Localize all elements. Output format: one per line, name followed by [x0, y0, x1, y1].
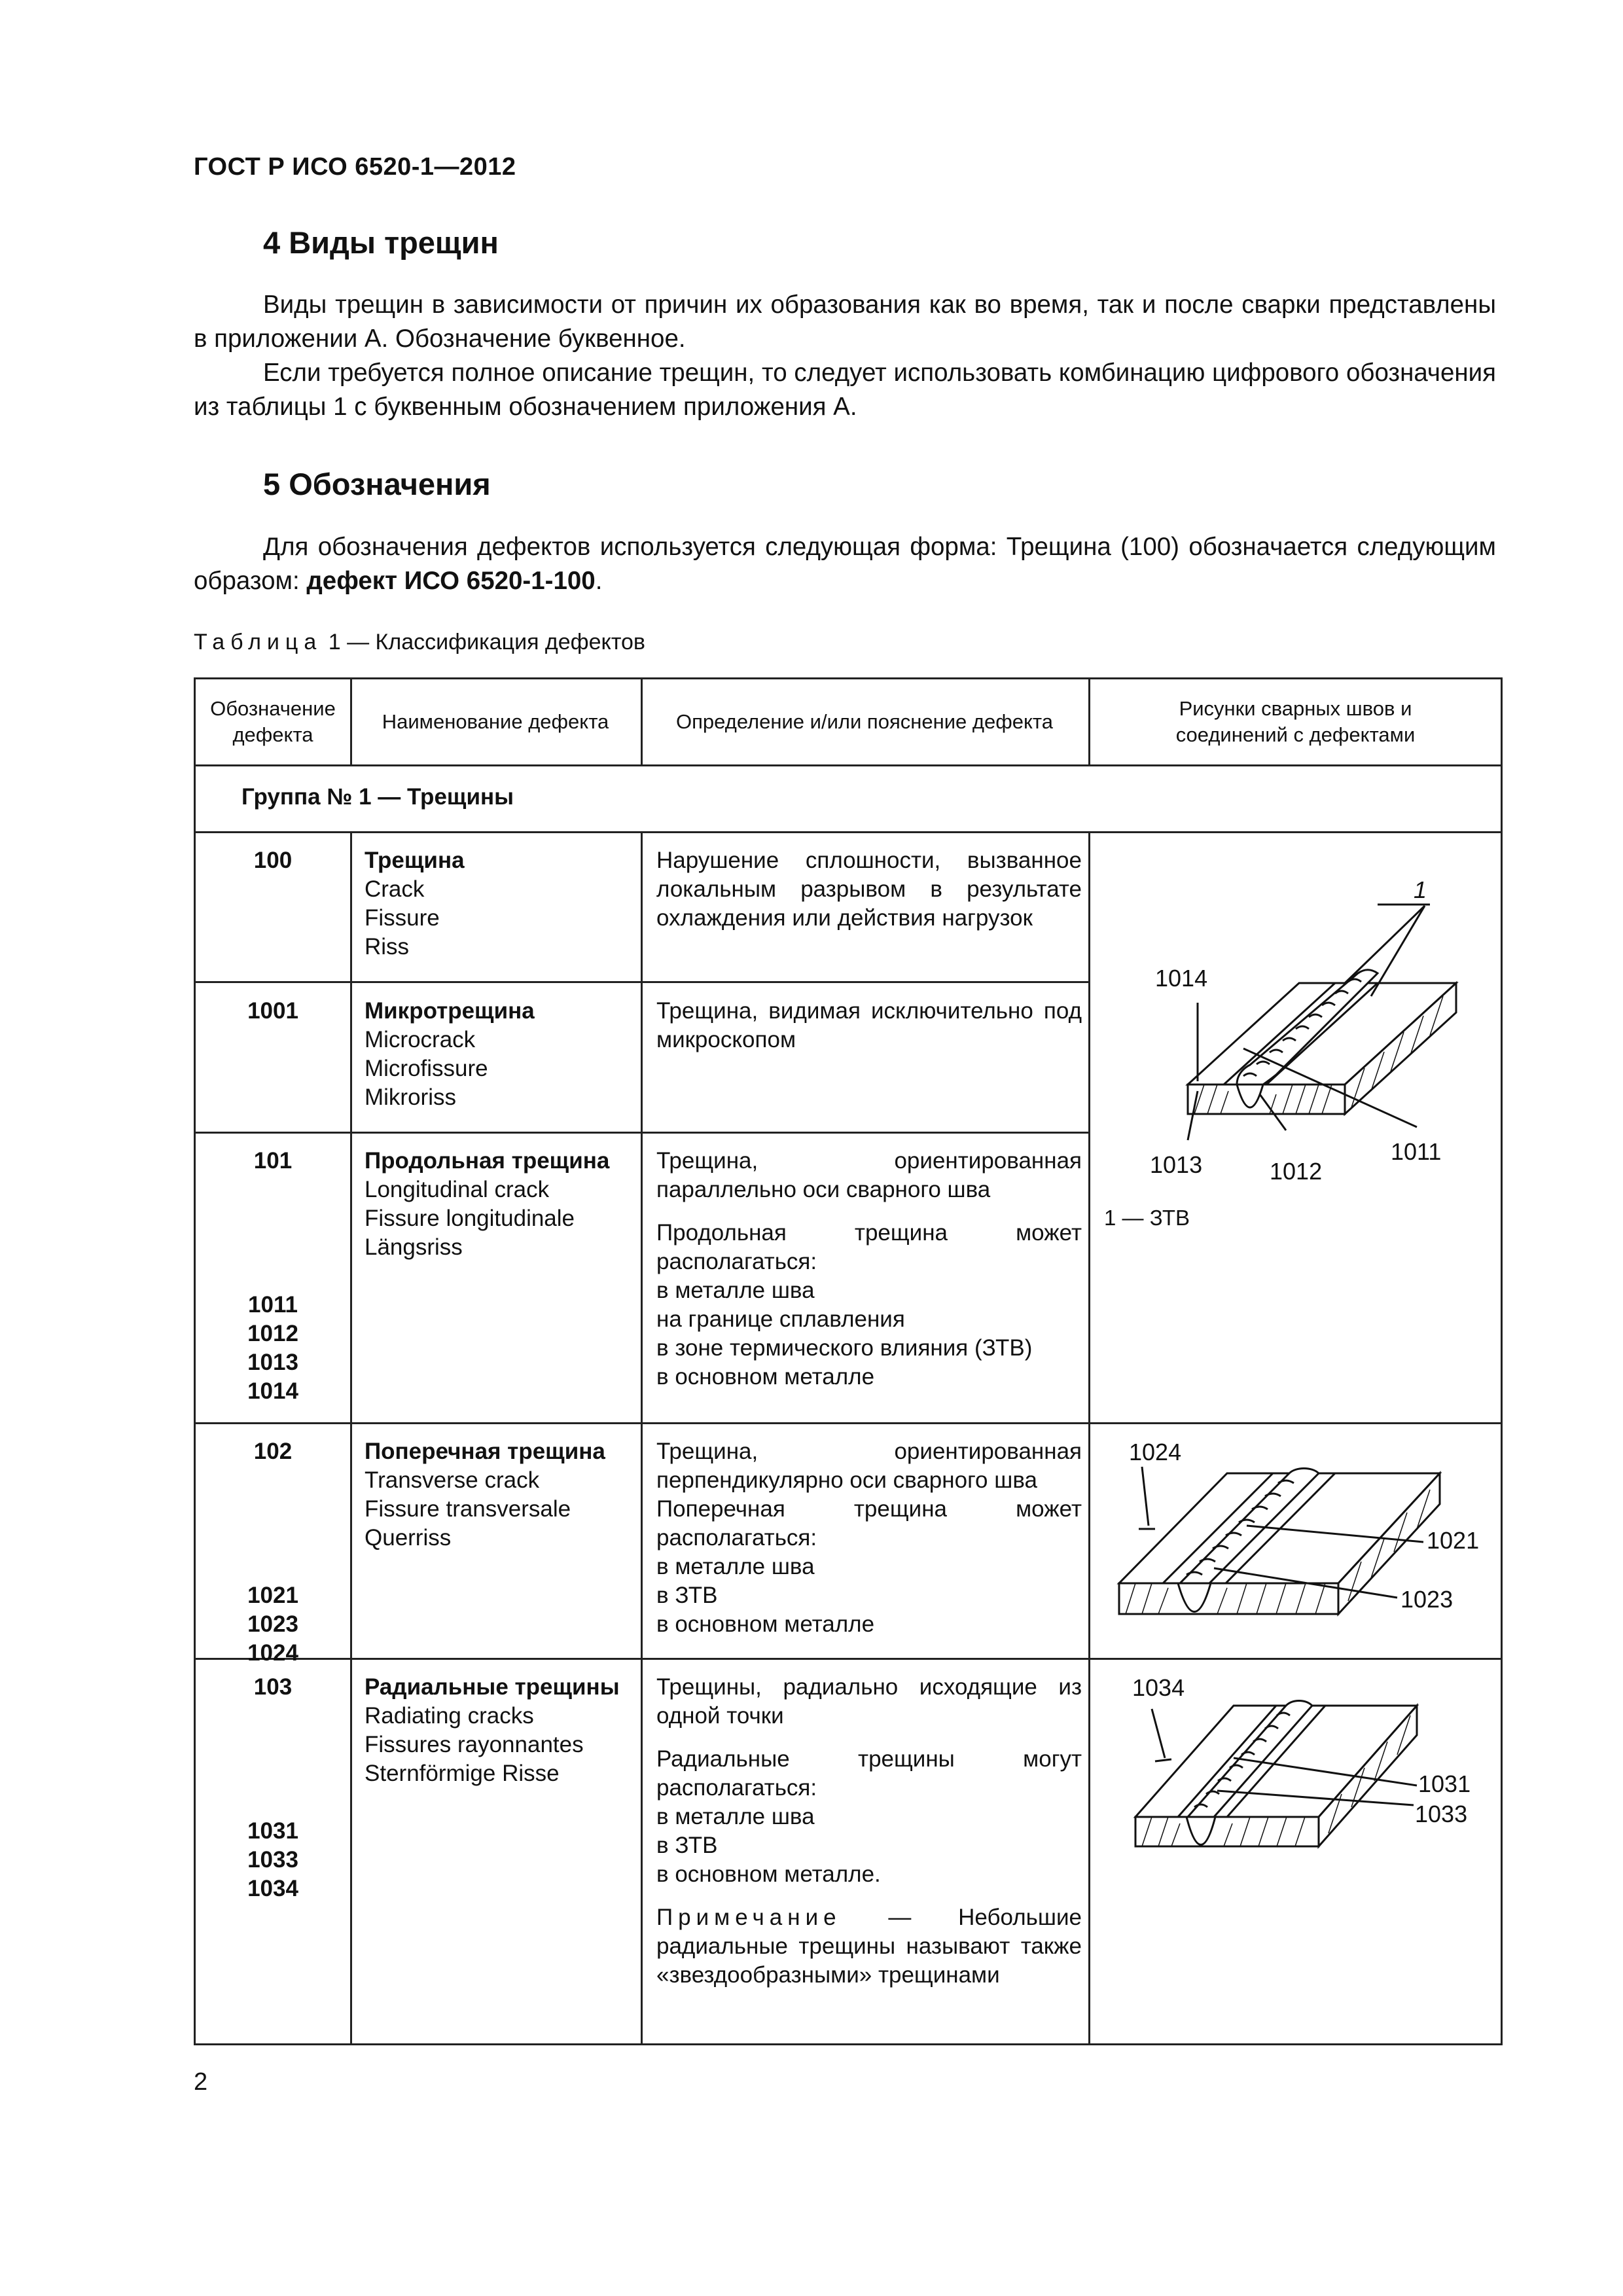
defect-code: 100 [253, 848, 293, 873]
defect-subcodes: 1031 1033 1034 [247, 1818, 298, 1901]
section-4-title: 4 Виды трещин [263, 225, 499, 260]
svg-text:1024: 1024 [1129, 1439, 1182, 1465]
defect-definition: Трещина, ориентированная перпендикулярно оси сварного шва Поперечная трещина может располагаться: в металле шва в ЗТВ в основном металле [656, 1439, 1082, 1637]
defect-definition: Трещины, радиально исходящие из одной точки Радиальные трещины могут располагаться: в металле шва в ЗТВ в основном металле. Примечание — Небольшие радиальные трещины называют также «звездообразными» трещинами [656, 1673, 1082, 1990]
standard-header: ГОСТ Р ИСО 6520-1—2012 [194, 153, 516, 181]
figure-transverse-cracks [1090, 1424, 1502, 1657]
defect-code: 101 [253, 1148, 293, 1174]
page-number: 2 [194, 2068, 208, 2096]
defect-name: Продольная трещина Longitudinal crack Fissure longitudinale Längsriss [365, 1148, 610, 1260]
section-5-title: 5 Обозначения [263, 467, 491, 501]
defect-code: 103 [253, 1674, 293, 1700]
svg-text:1023: 1023 [1400, 1586, 1454, 1613]
defect-name: Микротрещина Microcrack Microfissure Mikroriss [365, 998, 535, 1110]
header-name: Наименование дефекта [382, 710, 609, 733]
header-code: Обозначение дефекта [210, 697, 336, 746]
group-title: Группа № 1 — Трещины [241, 784, 514, 810]
defect-definition: Трещина, видимая исключительно под микроскопом [656, 998, 1082, 1052]
defect-code: 102 [253, 1439, 293, 1464]
table-note: Примечание — Небольшие радиальные трещины называют также «звездообразными» трещинами [656, 1905, 1082, 1988]
defect-name: Трещина Crack Fissure Riss [365, 848, 465, 960]
section-4-paragraph-1: Виды трещин в зависимости от причин их образования как во время, так и после сварки представлены в приложении А. Обозначение буквенное. [194, 291, 1496, 353]
defect-subcodes: 1011 1012 1013 1014 [247, 1292, 298, 1404]
defect-subcodes: 1021 1023 1024 [247, 1583, 298, 1666]
svg-text:1034: 1034 [1132, 1674, 1185, 1701]
defect-code: 1001 [247, 998, 298, 1024]
svg-text:1011: 1011 [1391, 1138, 1442, 1165]
table-caption: Таблица 1 — Классификация дефектов [194, 630, 645, 655]
defect-definition: Нарушение сплошности, вызванное локальным разрывом в результате охлаждения или действия нагрузок [656, 848, 1082, 931]
defect-definition: Трещина, ориентированная параллельно оси сварного шва Продольная трещина может располагаться: в металле шва на границе сплавления в зоне термического влияния (ЗТВ) в основном металле [656, 1148, 1082, 1390]
svg-text:1021: 1021 [1427, 1527, 1480, 1554]
header-figures: Рисунки сварных швов и соединений с дефектами [1175, 697, 1416, 746]
header-definition: Определение и/или пояснение дефекта [676, 710, 1053, 733]
svg-text:1: 1 [1414, 876, 1427, 903]
svg-text:1014: 1014 [1155, 965, 1208, 992]
figure-longitudinal-cracks [1090, 833, 1502, 1278]
defects-table [194, 677, 1503, 2045]
svg-text:1012: 1012 [1270, 1158, 1323, 1185]
svg-text:1031: 1031 [1418, 1770, 1471, 1797]
section-4-paragraph-2: Если требуется полное описание трещин, то следует использовать комбинацию цифрового обозначения из таблицы 1 с буквенным обозначением приложения А. [194, 359, 1496, 421]
defect-name: Радиальные трещины Radiating cracks Fissures rayonnantes Sternförmige Risse [365, 1674, 620, 1786]
section-5-paragraph: Для обозначения дефектов используется следующая форма: Трещина (100) обозначается следующим образом: дефект ИСО 6520-1-100. [194, 533, 1496, 595]
svg-text:1 — ЗТВ: 1 — ЗТВ [1104, 1206, 1190, 1230]
defect-name: Поперечная трещина Transverse crack Fissure transversale Querriss [365, 1439, 605, 1551]
figure-radiating-cracks [1090, 1660, 1502, 1869]
svg-text:1013: 1013 [1150, 1151, 1203, 1178]
svg-text:1033: 1033 [1415, 1801, 1468, 1827]
